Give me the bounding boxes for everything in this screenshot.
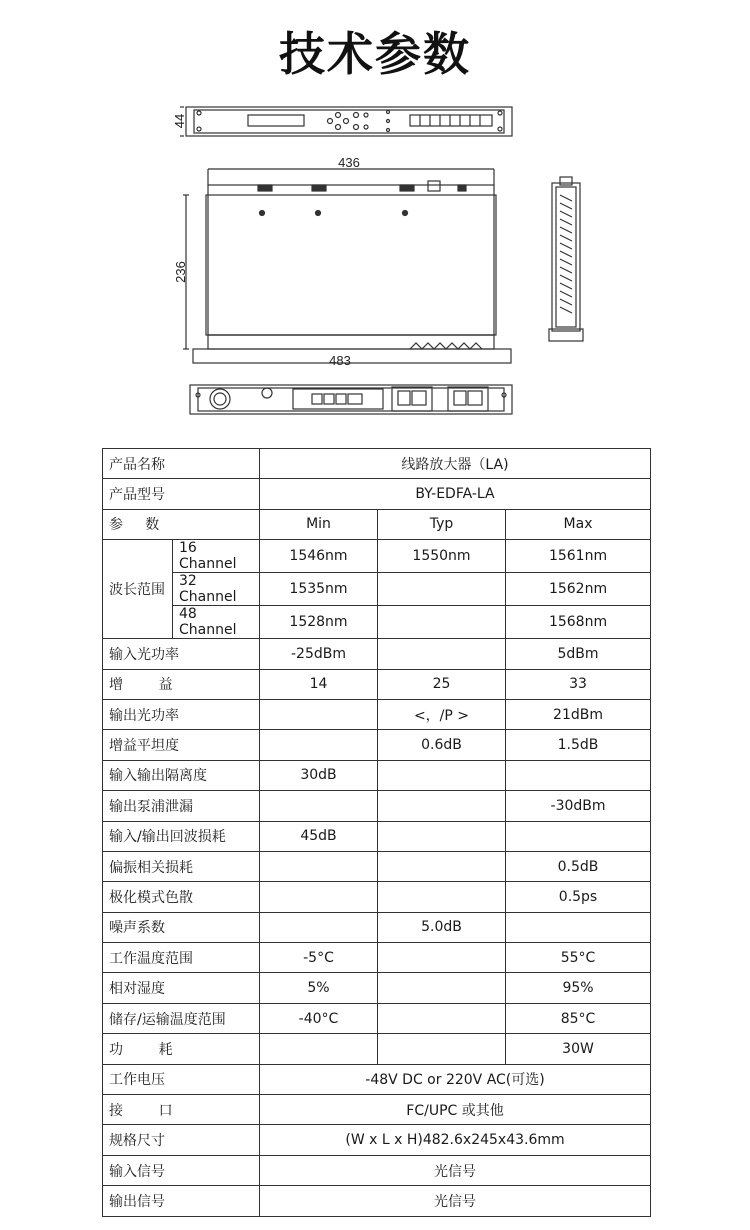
table-row <box>103 479 651 509</box>
dimension-width-front-label: 483 <box>329 353 351 368</box>
cell-typ <box>378 606 506 639</box>
table-row <box>103 791 651 821</box>
table-row <box>103 882 651 912</box>
row-label: 产品型号 <box>103 479 260 509</box>
cell-typ: 0.6dB <box>378 730 506 760</box>
table-row <box>103 821 651 851</box>
row-label: 输出光功率 <box>103 699 260 729</box>
cell-max: 33 <box>506 669 651 699</box>
cell-typ <box>378 882 506 912</box>
table-row <box>103 730 651 760</box>
cell-max: 55°C <box>506 943 651 973</box>
cell-min: 1528nm <box>260 606 378 639</box>
rear-view-drawing <box>190 385 512 414</box>
cell-min <box>260 699 378 729</box>
row-label: 输入输出隔离度 <box>103 760 260 790</box>
cell-max <box>506 821 651 851</box>
row-label: 规格尺寸 <box>103 1125 260 1155</box>
cell-typ <box>378 1003 506 1033</box>
wavelength-label: 波长范围 <box>103 540 173 639</box>
row-value: BY-EDFA-LA <box>260 479 651 509</box>
cell-min: 45dB <box>260 821 378 851</box>
table-row <box>103 669 651 699</box>
table-row <box>103 1003 651 1033</box>
cell-min: 1535nm <box>260 573 378 606</box>
table-row <box>103 760 651 790</box>
cell-min: 1546nm <box>260 540 378 573</box>
row-label: 输出泵浦泄漏 <box>103 791 260 821</box>
cell-max: 95% <box>506 973 651 1003</box>
table-row <box>103 573 651 606</box>
cell-typ: <，/P > <box>378 699 506 729</box>
table-row <box>103 540 651 573</box>
cell-max: 5dBm <box>506 639 651 669</box>
cell-max: 1562nm <box>506 573 651 606</box>
header-typ: Typ <box>378 509 506 539</box>
row-value: -48V DC or 220V AC(可选) <box>260 1064 651 1094</box>
table-row <box>103 973 651 1003</box>
row-value: 线路放大器（LA) <box>260 449 651 479</box>
dimension-depth-label: 236 <box>173 261 188 283</box>
cell-max <box>506 760 651 790</box>
cell-max: 21dBm <box>506 699 651 729</box>
cell-typ <box>378 1034 506 1064</box>
cell-typ: 25 <box>378 669 506 699</box>
row-label: 输入光功率 <box>103 639 260 669</box>
cell-min: -5°C <box>260 943 378 973</box>
side-view-drawing <box>549 177 583 341</box>
table-row <box>103 699 651 729</box>
row-label: 输出信号 <box>103 1186 260 1216</box>
cell-min <box>260 730 378 760</box>
cell-min: -25dBm <box>260 639 378 669</box>
row-value: FC/UPC 或其他 <box>260 1095 651 1125</box>
cell-min: -40°C <box>260 1003 378 1033</box>
row-label: 工作电压 <box>103 1064 260 1094</box>
cell-max: 0.5dB <box>506 851 651 881</box>
row-label: 极化模式色散 <box>103 882 260 912</box>
row-label: 增 益 <box>103 669 260 699</box>
cell-min <box>260 912 378 942</box>
row-label: 相对湿度 <box>103 973 260 1003</box>
table-row <box>103 1155 651 1185</box>
cell-max: 1561nm <box>506 540 651 573</box>
cell-max: 30W <box>506 1034 651 1064</box>
channel-label: 32 Channel <box>173 573 260 606</box>
row-label: 输入/输出回波损耗 <box>103 821 260 851</box>
dimension-height-label: 44 <box>172 113 187 129</box>
row-label: 功 耗 <box>103 1034 260 1064</box>
table-row <box>103 1186 651 1216</box>
dimension-width-top-label: 436 <box>338 155 360 170</box>
cell-min <box>260 882 378 912</box>
cell-typ <box>378 821 506 851</box>
top-view-drawing <box>183 169 511 363</box>
row-label: 储存/运输温度范围 <box>103 1003 260 1033</box>
table-row <box>103 1034 651 1064</box>
cell-max <box>506 912 651 942</box>
table-row <box>103 1125 651 1155</box>
header-max: Max <box>506 509 651 539</box>
cell-min: 30dB <box>260 760 378 790</box>
table-row <box>103 1095 651 1125</box>
cell-typ <box>378 639 506 669</box>
row-label: 增益平坦度 <box>103 730 260 760</box>
cell-typ <box>378 791 506 821</box>
row-label: 接 口 <box>103 1095 260 1125</box>
row-value: 光信号 <box>260 1155 651 1185</box>
row-value: (W x L x H)482.6x245x43.6mm <box>260 1125 651 1155</box>
cell-min <box>260 1034 378 1064</box>
table-row <box>103 449 651 479</box>
header-min: Min <box>260 509 378 539</box>
cell-typ <box>378 851 506 881</box>
table-row <box>103 1064 651 1094</box>
table-row <box>103 606 651 639</box>
cell-max: 85°C <box>506 1003 651 1033</box>
cell-typ <box>378 760 506 790</box>
table-row <box>103 912 651 942</box>
cell-typ <box>378 973 506 1003</box>
cell-max: -30dBm <box>506 791 651 821</box>
cell-max: 1568nm <box>506 606 651 639</box>
row-label: 偏振相关损耗 <box>103 851 260 881</box>
table-row <box>103 943 651 973</box>
cell-min: 14 <box>260 669 378 699</box>
cell-min: 5% <box>260 973 378 1003</box>
front-view-drawing <box>180 107 512 136</box>
spec-table <box>102 448 651 1217</box>
table-row <box>103 639 651 669</box>
cell-typ <box>378 943 506 973</box>
channel-label: 16 Channel <box>173 540 260 573</box>
cell-max: 1.5dB <box>506 730 651 760</box>
row-label: 输入信号 <box>103 1155 260 1185</box>
cell-typ <box>378 573 506 606</box>
row-label: 工作温度范围 <box>103 943 260 973</box>
channel-label: 48 Channel <box>173 606 260 639</box>
table-header-row <box>103 509 651 539</box>
cell-min <box>260 791 378 821</box>
dimension-drawings <box>0 95 750 430</box>
row-value: 光信号 <box>260 1186 651 1216</box>
cell-min <box>260 851 378 881</box>
row-label: 噪声系数 <box>103 912 260 942</box>
row-label: 参 数 <box>103 509 260 539</box>
row-label: 产品名称 <box>103 449 260 479</box>
cell-typ: 5.0dB <box>378 912 506 942</box>
cell-max: 0.5ps <box>506 882 651 912</box>
table-row <box>103 851 651 881</box>
cell-typ: 1550nm <box>378 540 506 573</box>
page-title: 技术参数 <box>279 27 471 81</box>
